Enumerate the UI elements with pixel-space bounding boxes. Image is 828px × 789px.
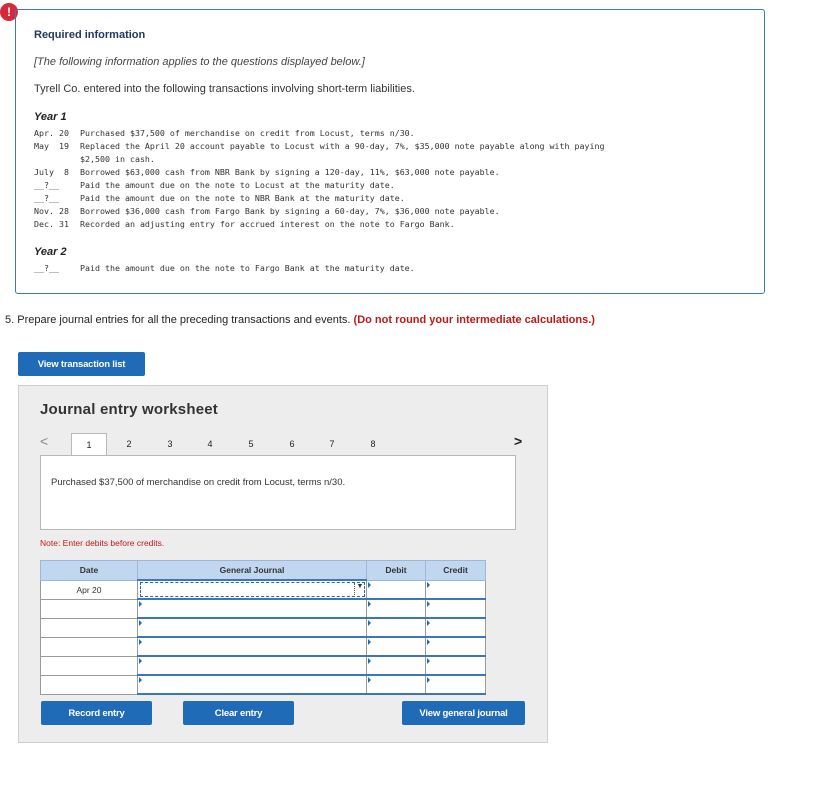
cell-marker-icon <box>427 658 430 664</box>
account-header: General Journal <box>138 561 367 581</box>
cell-marker-icon <box>368 601 371 607</box>
view-general-journal-button[interactable]: View general journal <box>402 701 525 725</box>
transaction-line <box>34 140 605 153</box>
cell-marker-icon <box>139 658 142 664</box>
date-cell <box>41 656 138 675</box>
transaction-date: Nov. 28 <box>34 206 69 216</box>
transaction-text: Replaced the April 20 account payable to Locust with a 90-day, 7%, $35,000 note payable along with paying <box>80 141 605 151</box>
cell-marker-icon <box>368 677 371 683</box>
transaction-date: __?__ <box>34 180 59 190</box>
transaction-line <box>34 205 500 218</box>
journal-header-row <box>41 561 486 581</box>
account-select[interactable] <box>138 618 367 637</box>
transaction-text: Purchased $37,500 of merchandise on credit from Locust, terms n/30. <box>80 128 415 138</box>
transaction-line <box>34 166 500 179</box>
cell-marker-icon <box>368 620 371 626</box>
date-cell <box>41 618 138 637</box>
credit-input[interactable] <box>426 675 486 694</box>
date-header: Date <box>41 561 138 581</box>
debit-input[interactable] <box>367 637 426 656</box>
transaction-line <box>34 127 415 140</box>
alert-icon: ! <box>0 3 18 21</box>
transaction-text: Paid the amount due on the note to NBR Bank at the maturity date. <box>80 193 405 203</box>
required-info-intro: Tyrell Co. entered into the following transactions involving short-term liabilities. <box>34 83 415 95</box>
cell-marker-icon <box>139 639 142 645</box>
transaction-text: $2,500 in cash. <box>80 154 155 164</box>
date-cell <box>41 637 138 656</box>
clear-entry-button[interactable]: Clear entry <box>183 701 294 725</box>
transaction-line <box>34 262 415 275</box>
transaction-date: May 19 <box>34 141 69 151</box>
question-text <box>5 314 595 326</box>
account-select[interactable] <box>138 637 367 656</box>
cell-marker-icon <box>427 620 430 626</box>
credit-input[interactable] <box>426 618 486 637</box>
required-info-title: Required information <box>34 29 146 41</box>
journal-row <box>41 618 486 637</box>
credit-input[interactable] <box>426 637 486 656</box>
dropdown-arrow-icon[interactable]: ▼ <box>354 583 365 595</box>
account-select[interactable] <box>138 656 367 675</box>
account-select[interactable] <box>138 675 367 694</box>
date-cell <box>41 599 138 618</box>
cell-marker-icon <box>427 639 430 645</box>
transaction-text: Paid the amount due on the note to Locust at the maturity date. <box>80 180 395 190</box>
debit-input[interactable] <box>367 599 426 618</box>
cell-marker-icon <box>368 658 371 664</box>
transaction-line <box>34 179 395 192</box>
transaction-line <box>34 192 405 205</box>
debit-credit-note: Note: Enter debits before credits. <box>40 538 165 548</box>
cell-marker-icon <box>368 582 371 588</box>
entry-description-box <box>40 455 516 530</box>
debit-input[interactable] <box>367 580 426 599</box>
transaction-date: __?__ <box>34 193 59 203</box>
worksheet-title: Journal entry worksheet <box>40 401 218 418</box>
cell-marker-icon <box>139 620 142 626</box>
question-emphasis: (Do not round your intermediate calculations.) <box>353 314 595 326</box>
journal-table <box>40 560 486 695</box>
entry-tabs <box>40 433 530 455</box>
account-select[interactable] <box>138 580 367 599</box>
transaction-date: Apr. 20 <box>34 128 69 138</box>
question-main: 5. Prepare journal entries for all the preceding transactions and events. <box>5 314 351 326</box>
journal-row <box>41 637 486 656</box>
journal-row <box>41 656 486 675</box>
tab-entry-1[interactable]: 1 <box>71 433 107 455</box>
transaction-date: July 8 <box>34 167 69 177</box>
tab-entry-3[interactable]: 3 <box>167 439 173 449</box>
credit-input[interactable] <box>426 656 486 675</box>
tab-entry-7[interactable]: 7 <box>329 439 335 449</box>
debit-input[interactable] <box>367 675 426 694</box>
journal-row <box>41 599 486 618</box>
tab-entry-8[interactable]: 8 <box>370 439 376 449</box>
year1-label: Year 1 <box>34 111 67 123</box>
debit-header: Debit <box>367 561 426 581</box>
credit-header: Credit <box>426 561 486 581</box>
credit-input[interactable] <box>426 599 486 618</box>
date-cell[interactable]: Apr 20 <box>41 580 138 599</box>
date-cell <box>41 675 138 694</box>
next-entry-arrow-icon[interactable]: > <box>514 433 523 449</box>
transaction-text: Paid the amount due on the note to Fargo Bank at the maturity date. <box>80 263 415 273</box>
tab-entry-6[interactable]: 6 <box>289 439 295 449</box>
transaction-text: Borrowed $63,000 cash from NBR Bank by signing a 120-day, 11%, $63,000 note payable. <box>80 167 500 177</box>
transaction-line <box>34 218 455 231</box>
view-transaction-list-button[interactable]: View transaction list <box>18 352 145 376</box>
transaction-line <box>34 153 155 166</box>
tab-entry-2[interactable]: 2 <box>126 439 132 449</box>
transaction-date: __?__ <box>34 263 59 273</box>
cell-marker-icon <box>427 677 430 683</box>
year2-label: Year 2 <box>34 246 67 258</box>
record-entry-button[interactable]: Record entry <box>41 701 152 725</box>
transaction-date: Dec. 31 <box>34 219 69 229</box>
cell-marker-icon <box>368 639 371 645</box>
debit-input[interactable] <box>367 618 426 637</box>
credit-input[interactable] <box>426 580 486 599</box>
cell-marker-icon <box>427 582 430 588</box>
debit-input[interactable] <box>367 656 426 675</box>
account-select[interactable] <box>138 599 367 618</box>
journal-row <box>41 580 486 599</box>
cell-marker-icon <box>139 601 142 607</box>
entry-description: Purchased $37,500 of merchandise on credit from Locust, terms n/30. <box>51 477 346 488</box>
transaction-text: Borrowed $36,000 cash from Fargo Bank by signing a 60-day, 7%, $36,000 note payable. <box>80 206 500 216</box>
required-info-subtitle: [The following information applies to the questions displayed below.] <box>34 56 365 68</box>
prev-entry-arrow-icon[interactable]: < <box>40 433 49 449</box>
cell-marker-icon <box>139 677 142 683</box>
transaction-text: Recorded an adjusting entry for accrued interest on the note to Fargo Bank. <box>80 219 455 229</box>
cell-marker-icon <box>427 601 430 607</box>
tab-entry-5[interactable]: 5 <box>248 439 254 449</box>
tab-entry-4[interactable]: 4 <box>207 439 213 449</box>
journal-row <box>41 675 486 694</box>
